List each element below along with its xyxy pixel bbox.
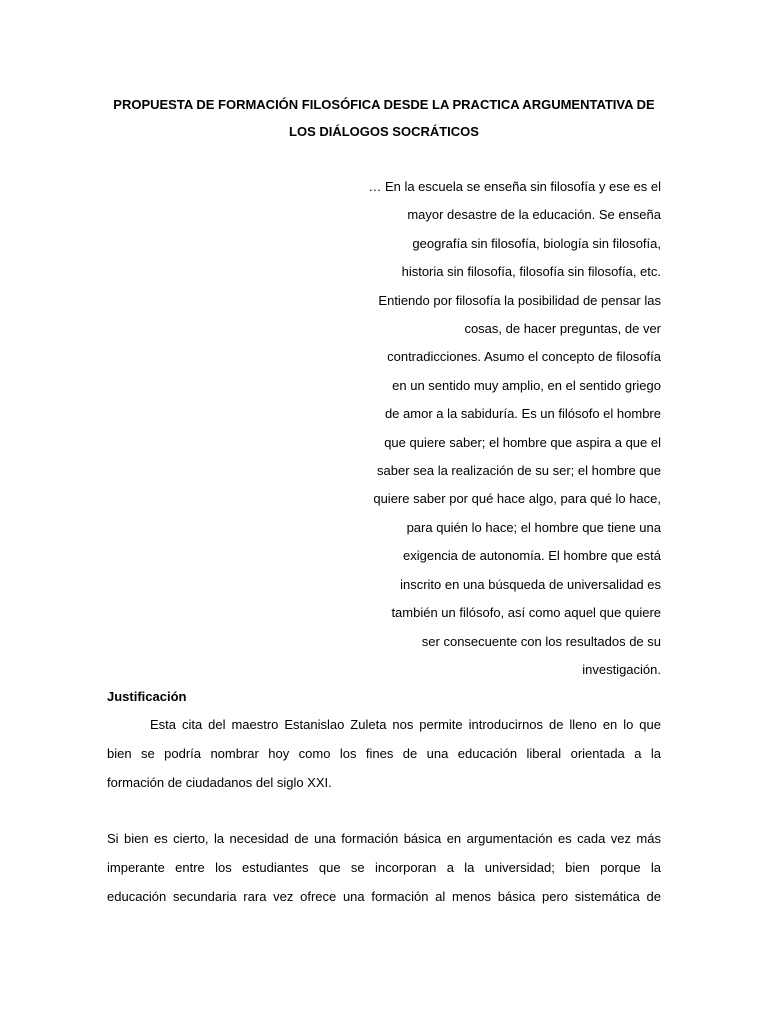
epigraph-line: exigencia de autonomía. El hombre que está [402, 548, 661, 564]
paragraph-line: bien se podría nombrar hoy como los fines de una educación liberal orientada a la [107, 745, 661, 761]
title-line: LOS DIÁLOGOS SOCRÁTICOS [289, 124, 479, 139]
paragraph-justificacion-1 [107, 711, 661, 797]
paragraph-line: Esta cita del maestro Estanislao Zuleta nos permite introducirnos de lleno en lo que [150, 717, 661, 732]
epigraph-line: inscrito en una búsqueda de universalidad es [400, 576, 661, 592]
epigraph-line: … En la escuela se enseña sin filosofía y ese es el [368, 179, 661, 194]
epigraph-line: cosas, de hacer preguntas, de ver [464, 321, 661, 337]
epigraph-line: para quién lo hace; el hombre que tiene una [406, 519, 661, 535]
epigraph-line: quiere saber por qué hace algo, para qué lo hace, [373, 491, 661, 507]
epigraph-line: geografía sin filosofía, biología sin filosofía, [412, 235, 661, 251]
title-line: PROPUESTA DE FORMACIÓN FILOSÓFICA DESDE LA PRACTICA ARGUMENTATIVA DE [113, 97, 655, 112]
epigraph-line: investigación. [582, 661, 661, 677]
epigraph-line: en un sentido muy amplio, en el sentido griego [392, 377, 661, 393]
paragraph-line: Si bien es cierto, la necesidad de una formación básica en argumentación es cada vez más [107, 831, 661, 846]
paragraph-line: formación de ciudadanos del siglo XXI. [107, 774, 332, 790]
epigraph-line: saber sea la realización de su ser; el hombre que [377, 463, 661, 479]
epigraph-line: de amor a la sabiduría. Es un filósofo el hombre [384, 406, 661, 422]
paragraph-line: educación secundaria rara vez ofrece una formación al menos básica pero sistemática de [107, 888, 661, 904]
paragraph-justificacion-2 [107, 825, 661, 911]
epigraph-quote [330, 173, 661, 684]
epigraph-line: también un filósofo, así como aquel que quiere [391, 605, 661, 621]
epigraph-line: ser consecuente con los resultados de su [421, 633, 661, 649]
epigraph-line: contradicciones. Asumo el concepto de filosofía [387, 349, 661, 365]
section-heading-justificacion: Justificación [107, 689, 187, 704]
paragraph-line: imperante entre los estudiantes que se incorporan a la universidad; bien porque la [107, 859, 661, 875]
epigraph-line: Entiendo por filosofía la posibilidad de pensar las [378, 292, 661, 308]
epigraph-line: historia sin filosofía, filosofía sin filosofía, etc. [401, 264, 661, 280]
epigraph-line: mayor desastre de la educación. Se enseña [407, 207, 661, 223]
document-title [107, 91, 661, 145]
epigraph-line: que quiere saber; el hombre que aspira a que el [384, 434, 661, 450]
